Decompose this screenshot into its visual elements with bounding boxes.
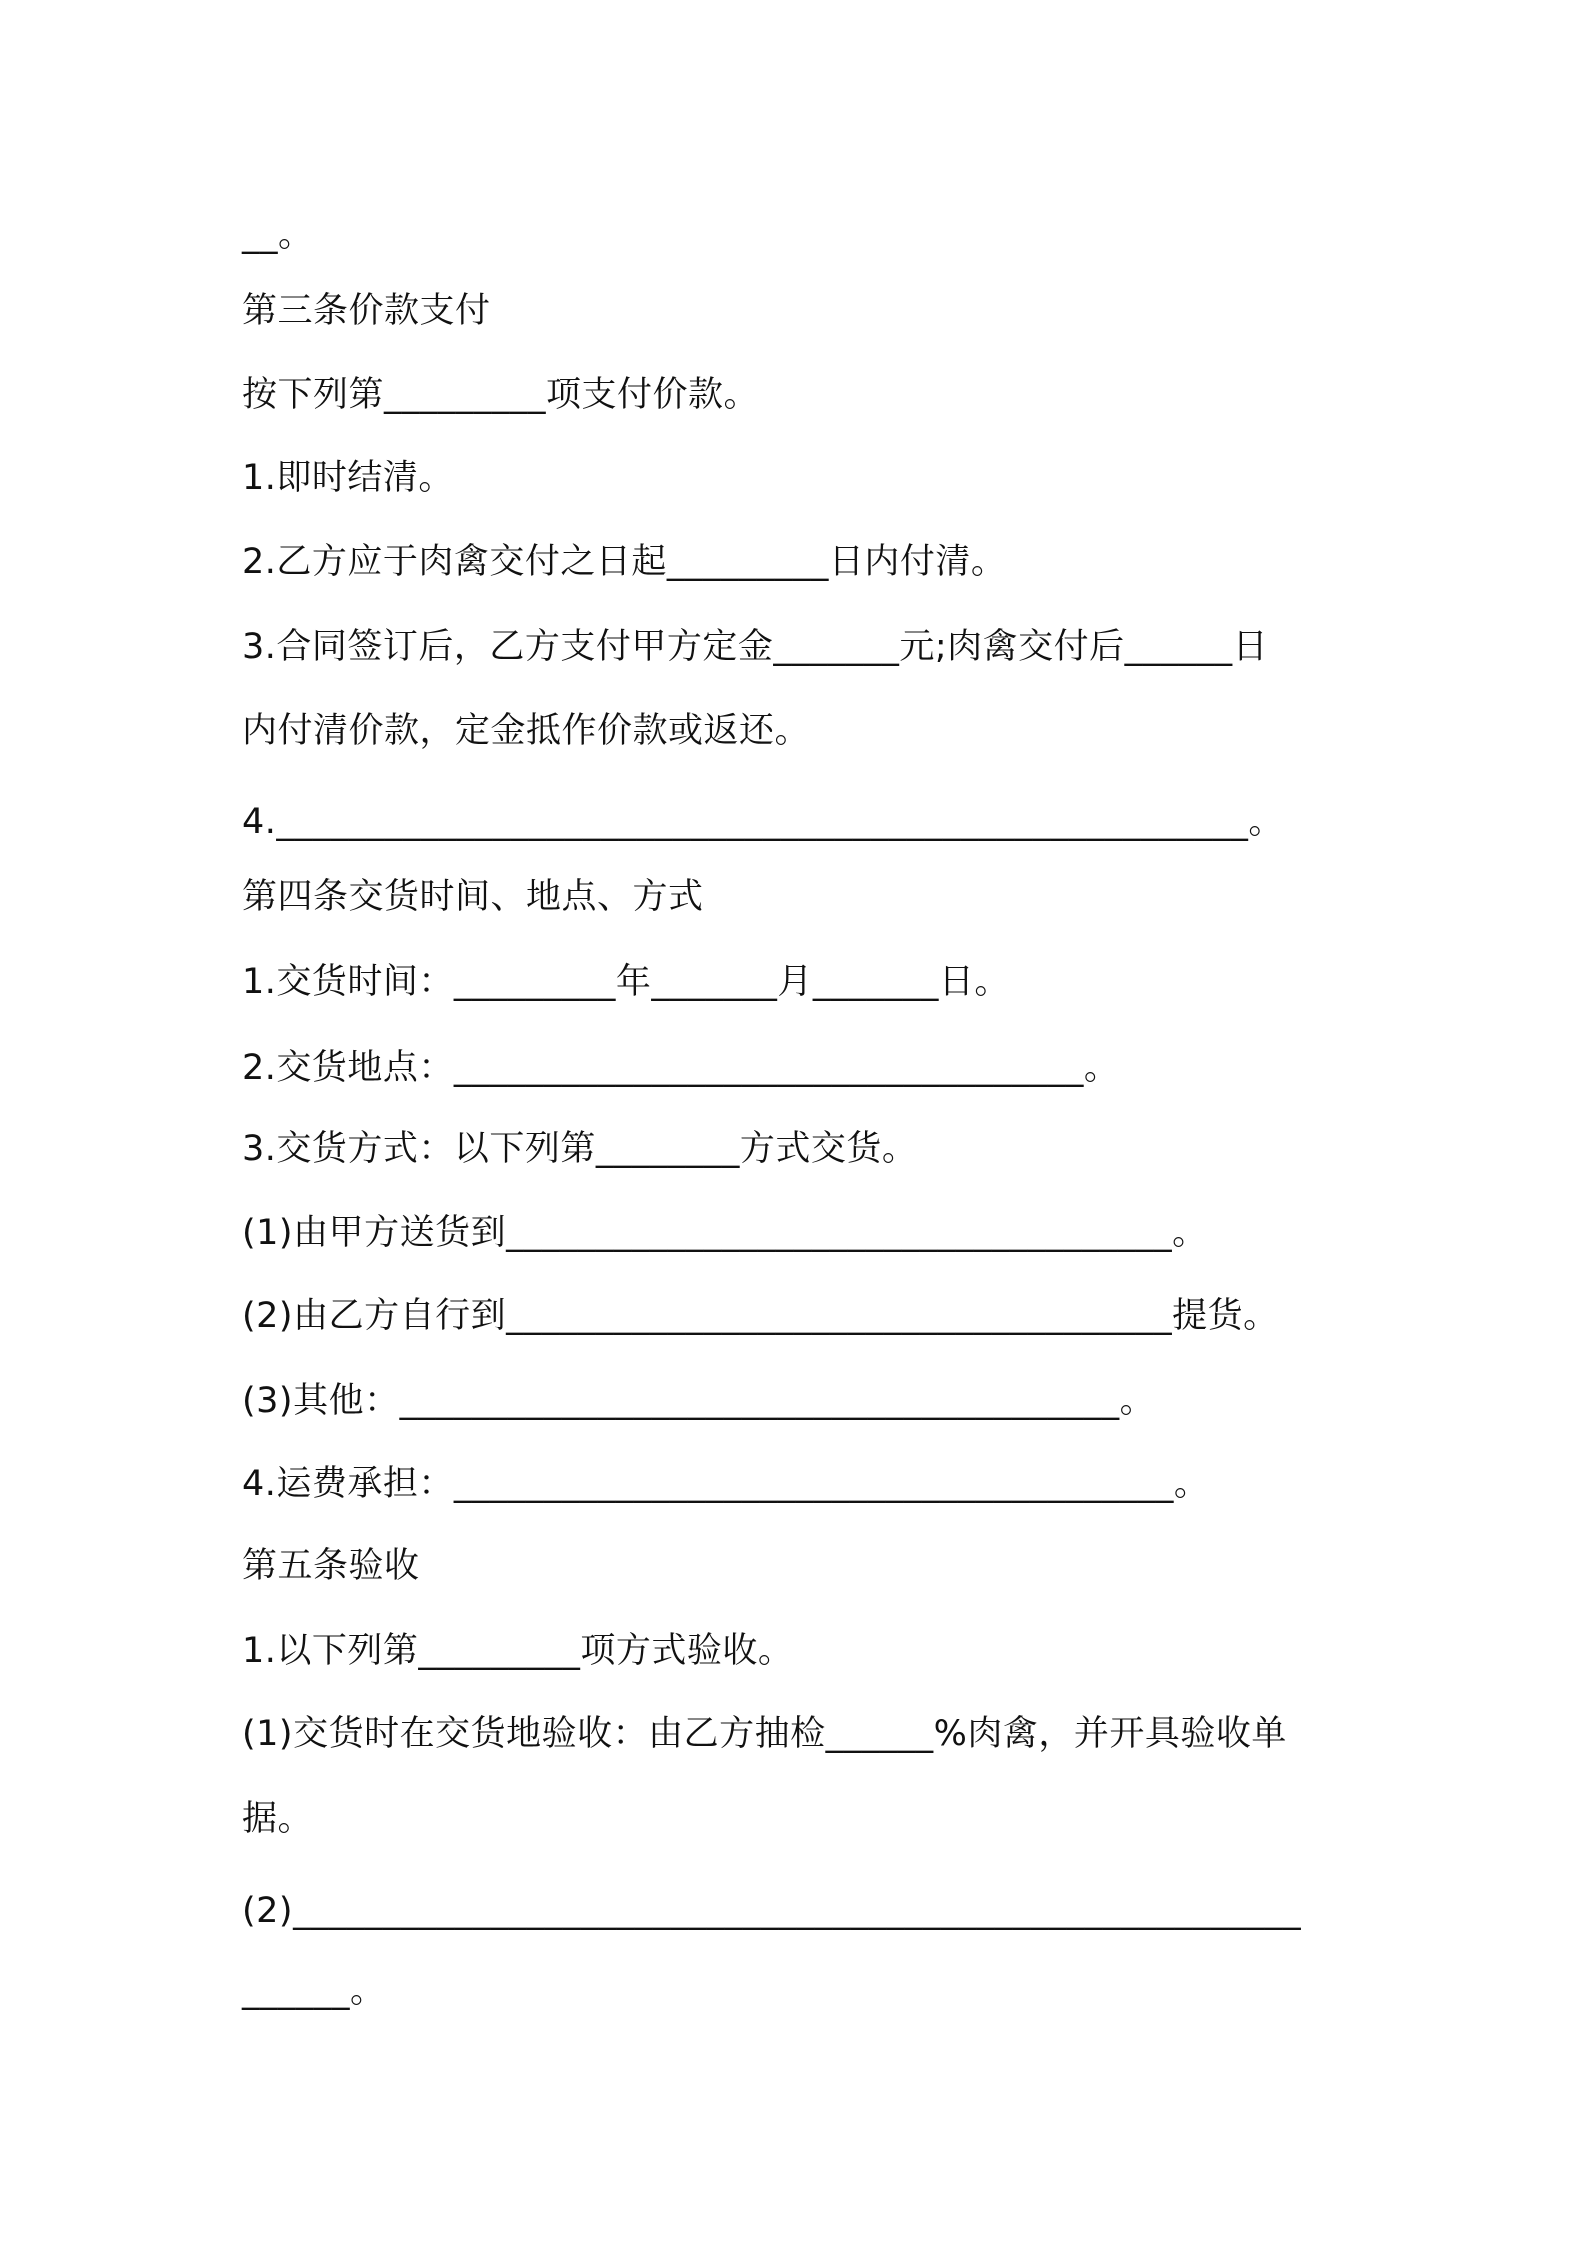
text-line: 内付清价款，定金抵作价款或返还。: [242, 711, 811, 751]
list-item: 2.交货地点：___________________________________。: [242, 1048, 1120, 1088]
list-item: 3.合同签订后，乙方支付甲方定金_______元;肉禽交付后______日: [242, 627, 1269, 667]
list-item: 2.乙方应于肉禽交付之日起_________日内付清。: [242, 542, 1007, 582]
list-item: (2)________________________________________________________: [242, 1891, 1302, 1931]
list-item: (1)交货时在交货地验收：由乙方抽检______%肉禽，并开具验收单: [242, 1714, 1287, 1754]
text-line: 按下列第_________项支付价款。: [242, 375, 760, 415]
list-item: (1)由甲方送货到_____________________________________。: [242, 1213, 1208, 1253]
list-item: 1.以下列第_________项方式验收。: [242, 1631, 794, 1671]
list-item: 4.运费承担：________________________________________。: [242, 1464, 1210, 1504]
text-line: ______。: [242, 1971, 386, 2011]
section-heading-payment: 第三条价款支付: [242, 291, 491, 331]
list-item: 4.______________________________________________________。: [242, 802, 1284, 842]
text-line-continuation: __。: [242, 215, 314, 255]
text-line: 据。: [242, 1799, 314, 1839]
list-item: 3.交货方式：以下列第________方式交货。: [242, 1129, 918, 1169]
list-item: 1.交货时间：_________年_______月_______日。: [242, 962, 1010, 1002]
list-item: 1.即时结清。: [242, 458, 454, 498]
list-item: (3)其他：________________________________________。: [242, 1381, 1156, 1421]
section-heading-acceptance: 第五条验收: [242, 1546, 420, 1586]
section-heading-delivery: 第四条交货时间、地点、方式: [242, 877, 704, 917]
list-item: (2)由乙方自行到_____________________________________提货。: [242, 1296, 1279, 1336]
